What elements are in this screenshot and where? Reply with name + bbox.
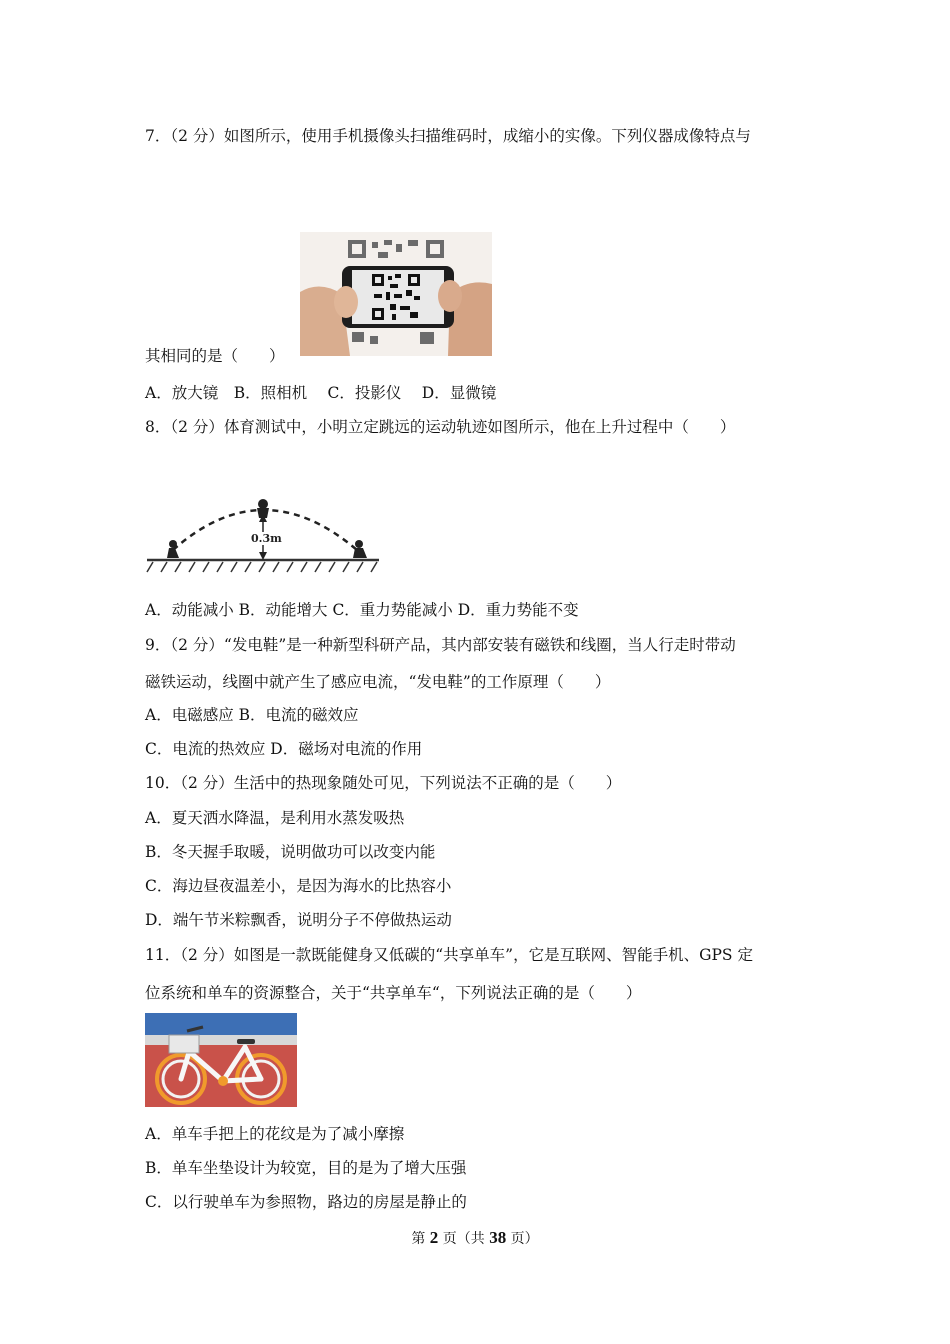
total-pages: 38 [489, 1228, 507, 1247]
qr-phone-image [300, 232, 492, 356]
q9-stem-line1: 9．（2 分）“发电鞋”是一种新型科研产品，其内部安装有磁铁和线圈，当人行走时带动 [145, 636, 736, 654]
footer-prefix: 第 [411, 1231, 430, 1247]
jump-height-label: 0.3m [251, 532, 282, 545]
q11-option-a: A．单车手把上的花纹是为了减小摩擦 [145, 1125, 405, 1143]
q9-stem-line2: 磁铁运动，线圈中就产生了感应电流，“发电鞋”的工作原理（ ） [145, 673, 611, 691]
q10-option-d: D．端午节米粽飘香，说明分子不停做热运动 [145, 911, 452, 929]
footer-suffix: 页） [506, 1231, 539, 1247]
q8-options: A．动能减小 B．动能增大 C．重力势能减小 D．重力势能不变 [145, 601, 579, 619]
shared-bike-image [145, 1013, 297, 1107]
q11-stem-line1: 11．（2 分）如图是一款既能健身又低碳的“共享单车”，它是互联网、智能手机、GPS 定 [145, 946, 753, 964]
q8-stem: 8．（2 分）体育测试中，小明立定跳远的运动轨迹如图所示，他在上升过程中（ ） [145, 418, 736, 436]
footer-middle: 页（共 [438, 1231, 490, 1247]
page-footer [0, 1228, 950, 1248]
q7-options: A．放大镜 B．照相机 C．投影仪 D．显微镜 [145, 384, 497, 402]
q10-option-b: B．冬天握手取暖，说明做功可以改变内能 [145, 843, 436, 861]
q10-option-c: C．海边昼夜温差小，是因为海水的比热容小 [145, 877, 452, 895]
q10-stem: 10．（2 分）生活中的热现象随处可见，下列说法不正确的是（ ） [145, 774, 622, 792]
q11-option-b: B．单车坐垫设计为较宽，目的是为了增大压强 [145, 1159, 467, 1177]
q11-stem-line2: 位系统和单车的资源整合，关于“共享单车“，下列说法正确的是（ ） [145, 984, 642, 1002]
q7-stem-line1: 7．（2 分）如图所示，使用手机摄像头扫描维码时，成缩小的实像。下列仪器成像特点与 [145, 127, 751, 145]
q9-options-line1: A．电磁感应 B．电流的磁效应 [145, 706, 359, 724]
q7-stem-line2: 其相同的是（ ） [145, 347, 285, 365]
page-number: 2 [429, 1228, 439, 1247]
q10-option-a: A．夏天洒水降温，是利用水蒸发吸热 [145, 809, 405, 827]
q11-option-c: C．以行驶单车为参照物，路边的房屋是静止的 [145, 1193, 467, 1211]
long-jump-diagram [145, 492, 381, 574]
q9-options-line2: C．电流的热效应 D．磁场对电流的作用 [145, 740, 423, 758]
